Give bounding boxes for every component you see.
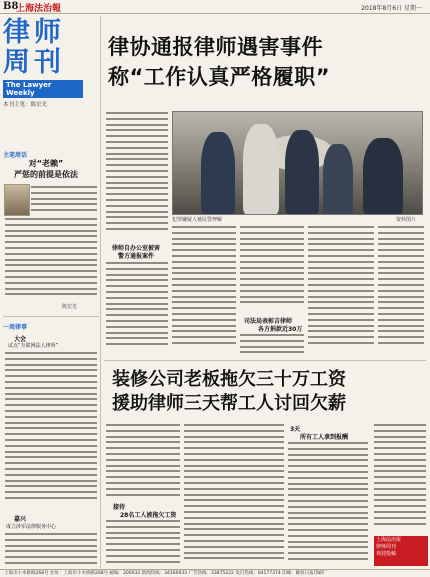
- article-body: [106, 424, 180, 500]
- article-body: [106, 262, 168, 356]
- column-title: 对“老赖” 严惩的前提是依法: [14, 159, 78, 179]
- briefs-label: 一周律事: [3, 324, 28, 331]
- section-english-title: The Lawyer Weekly: [3, 80, 83, 98]
- column-label: 主笔周话: [3, 152, 28, 159]
- article-subhead: 司法局表彰吉律师: [244, 318, 293, 325]
- article-subhead: 所有工人拿到报酬: [300, 434, 349, 441]
- photo-credit: 资料图片: [396, 217, 417, 223]
- article-subhead: 接待: [113, 504, 126, 511]
- column-body: [5, 218, 97, 302]
- article-body: [240, 334, 304, 356]
- article-subhead: 警方通报案件: [118, 253, 155, 260]
- article-body: [374, 424, 426, 532]
- section-divider: [3, 316, 99, 317]
- main-headline: 称“工作认真严格履职”: [108, 65, 331, 89]
- page-number: B8: [3, 1, 19, 12]
- section-title: 律师 周刊: [3, 17, 65, 78]
- brief-body: [5, 533, 97, 567]
- brief-subtitle: 成立涉军法律服务中心: [6, 524, 57, 530]
- article-subhead: 28名工人被拖欠工资: [120, 512, 177, 519]
- footer-info: 上海市小木桥路268号 社址：上海市小木桥路268号 邮编：200032 新闻热线：34160933 广告热线：33875222 发行热线：64177374 印刷：解放日报印刷厂: [0, 569, 430, 577]
- ad-box: 上海法治报 律师周刊 欢迎投稿: [374, 536, 428, 566]
- article-body: [106, 112, 168, 240]
- article-body: [288, 442, 368, 566]
- article-subhead: 律师自办公室被害: [112, 245, 161, 252]
- photo-caption: 犯罪嫌疑人被民警押解: [172, 217, 223, 223]
- article-body: [378, 226, 424, 356]
- article-body: [240, 226, 304, 312]
- column-body: [31, 186, 97, 214]
- article-subhead: 3天: [290, 426, 301, 433]
- editor-credit: 本刊主笔：陈宏光: [3, 102, 48, 108]
- second-headline: 装修公司老板拖欠三十万工资: [112, 369, 346, 390]
- news-photo: [172, 111, 423, 215]
- column-divider: [100, 16, 101, 568]
- brief-body: [5, 352, 97, 510]
- article-body: [184, 424, 284, 566]
- section-brand: [3, 18, 83, 108]
- author-photo: [4, 184, 30, 216]
- second-headline: 援助律师三天帮工人讨回欠薪: [112, 393, 346, 414]
- brief-subtitle: 试点“互联网法人律所”: [8, 343, 59, 349]
- paper-name: 上海法治報: [16, 4, 62, 14]
- article-body: [106, 520, 180, 566]
- article-body: [172, 226, 236, 356]
- main-headline: 律协通报律师遇害事件: [108, 35, 323, 59]
- brief-title: 嘉兴: [14, 516, 27, 523]
- brief-title: 大会: [14, 336, 27, 343]
- article-subhead: 各方捐款近30万: [258, 326, 303, 333]
- article-body: [308, 226, 374, 356]
- story-divider: [104, 360, 426, 361]
- date-line: 2018年8月6日 星期一: [361, 5, 422, 12]
- column-author: 陈宏光: [62, 304, 78, 310]
